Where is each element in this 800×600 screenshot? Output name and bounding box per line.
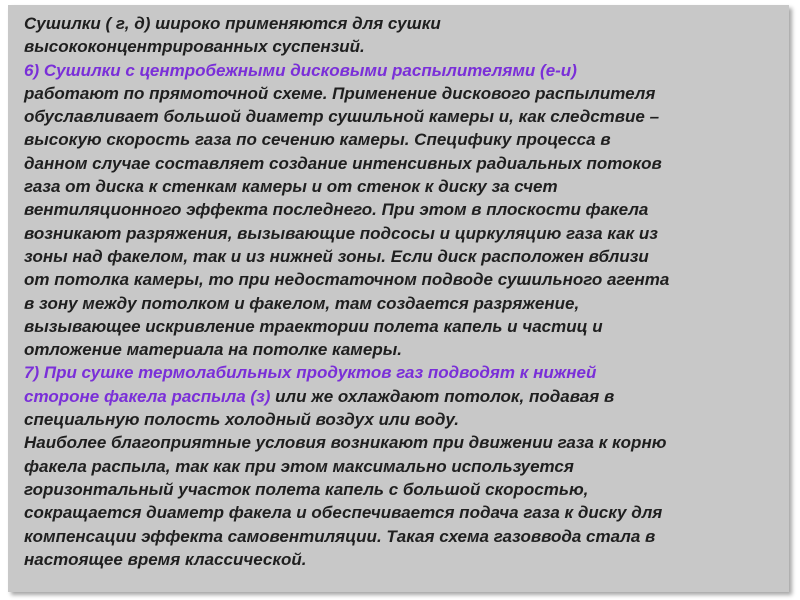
text-line: [24, 501, 780, 524]
text-line: [24, 548, 780, 571]
body-text-segment: Наиболее благоприятные условия возникают при движении газа к корню: [24, 433, 667, 453]
text-line: [24, 175, 780, 198]
text-line: [24, 35, 780, 58]
body-text-segment: специальную полость холодный воздух или воду.: [24, 410, 459, 430]
body-text-segment: газа от диска к стенкам камеры и от стенок к диску за счет: [24, 177, 558, 197]
text-line: [24, 455, 780, 478]
text-line: [24, 59, 780, 82]
text-line: [24, 222, 780, 245]
text-line: [24, 268, 780, 291]
body-text-segment: работают по прямоточной схеме. Применение дискового распылителя: [24, 83, 656, 103]
body-text-segment: или же охлаждают потолок, подавая в: [270, 386, 615, 406]
text-panel: [8, 5, 789, 592]
body-text-segment: вентиляционного эффекта последнего. При этом в плоскости факела: [24, 200, 649, 220]
text-line: [24, 431, 780, 454]
text-line: [24, 152, 780, 175]
body-text-segment: Сушилки ( г, д) широко применяются для сушки: [24, 14, 441, 33]
highlighted-text: стороне факела распыла (з): [24, 386, 271, 406]
body-text-segment: возникают разряжения, вызывающие подсосы и циркуляцию газа как из: [24, 223, 658, 243]
text-line: [24, 82, 780, 105]
text-line: [24, 361, 780, 384]
text-line: [24, 338, 780, 361]
body-text-segment: данном случае составляет создание интенсивных радиальных потоков: [24, 153, 662, 173]
text-line: [24, 105, 780, 128]
body-text-segment: в зону между потолком и факелом, там создается разряжение,: [24, 293, 580, 313]
text-line: [24, 478, 780, 501]
body-text-segment: отложение материала на потолке камеры.: [24, 340, 402, 360]
text-line: [24, 198, 780, 221]
body-text-segment: сокращается диаметр факела и обеспечивается подача газа к диску для: [24, 503, 663, 523]
body-text-segment: компенсации эффекта самовентиляции. Такая схема газоввода стала в: [24, 526, 656, 546]
text-line: [24, 245, 780, 268]
body-text-segment: обуславливает большой диаметр сушильной камеры и, как следствие –: [24, 107, 660, 127]
body-text-segment: высококонцентрированных суспензий.: [24, 37, 365, 57]
body-text-segment: от потолка камеры, то при недостаточном подводе сушильного агента: [24, 270, 670, 290]
text-line: [24, 12, 780, 35]
body-text-segment: зоны над факелом, так и из нижней зоны. Если диск расположен вблизи: [24, 246, 649, 266]
body-text: [24, 12, 780, 571]
highlighted-text: 7) При сушке термолабильных продуктов газ подводят к нижней: [24, 363, 597, 383]
body-text-segment: факела распыла, так как при этом максимально используется: [24, 456, 574, 476]
body-text-segment: вызывающее искривление траектории полета капель и частиц и: [24, 316, 603, 336]
text-line: [24, 525, 780, 548]
body-text-segment: высокую скорость газа по сечению камеры. Специфику процесса в: [24, 130, 611, 150]
text-line: [24, 128, 780, 151]
body-text-segment: горизонтальный участок полета капель с большой скоростью,: [24, 479, 589, 499]
highlighted-text: 6) Сушилки с центробежными дисковыми распылителями (е-и): [24, 60, 577, 80]
text-line: [24, 292, 780, 315]
body-text-segment: настоящее время классической.: [24, 549, 307, 569]
text-line: [24, 385, 780, 408]
text-line: [24, 315, 780, 338]
text-line: [24, 408, 780, 431]
